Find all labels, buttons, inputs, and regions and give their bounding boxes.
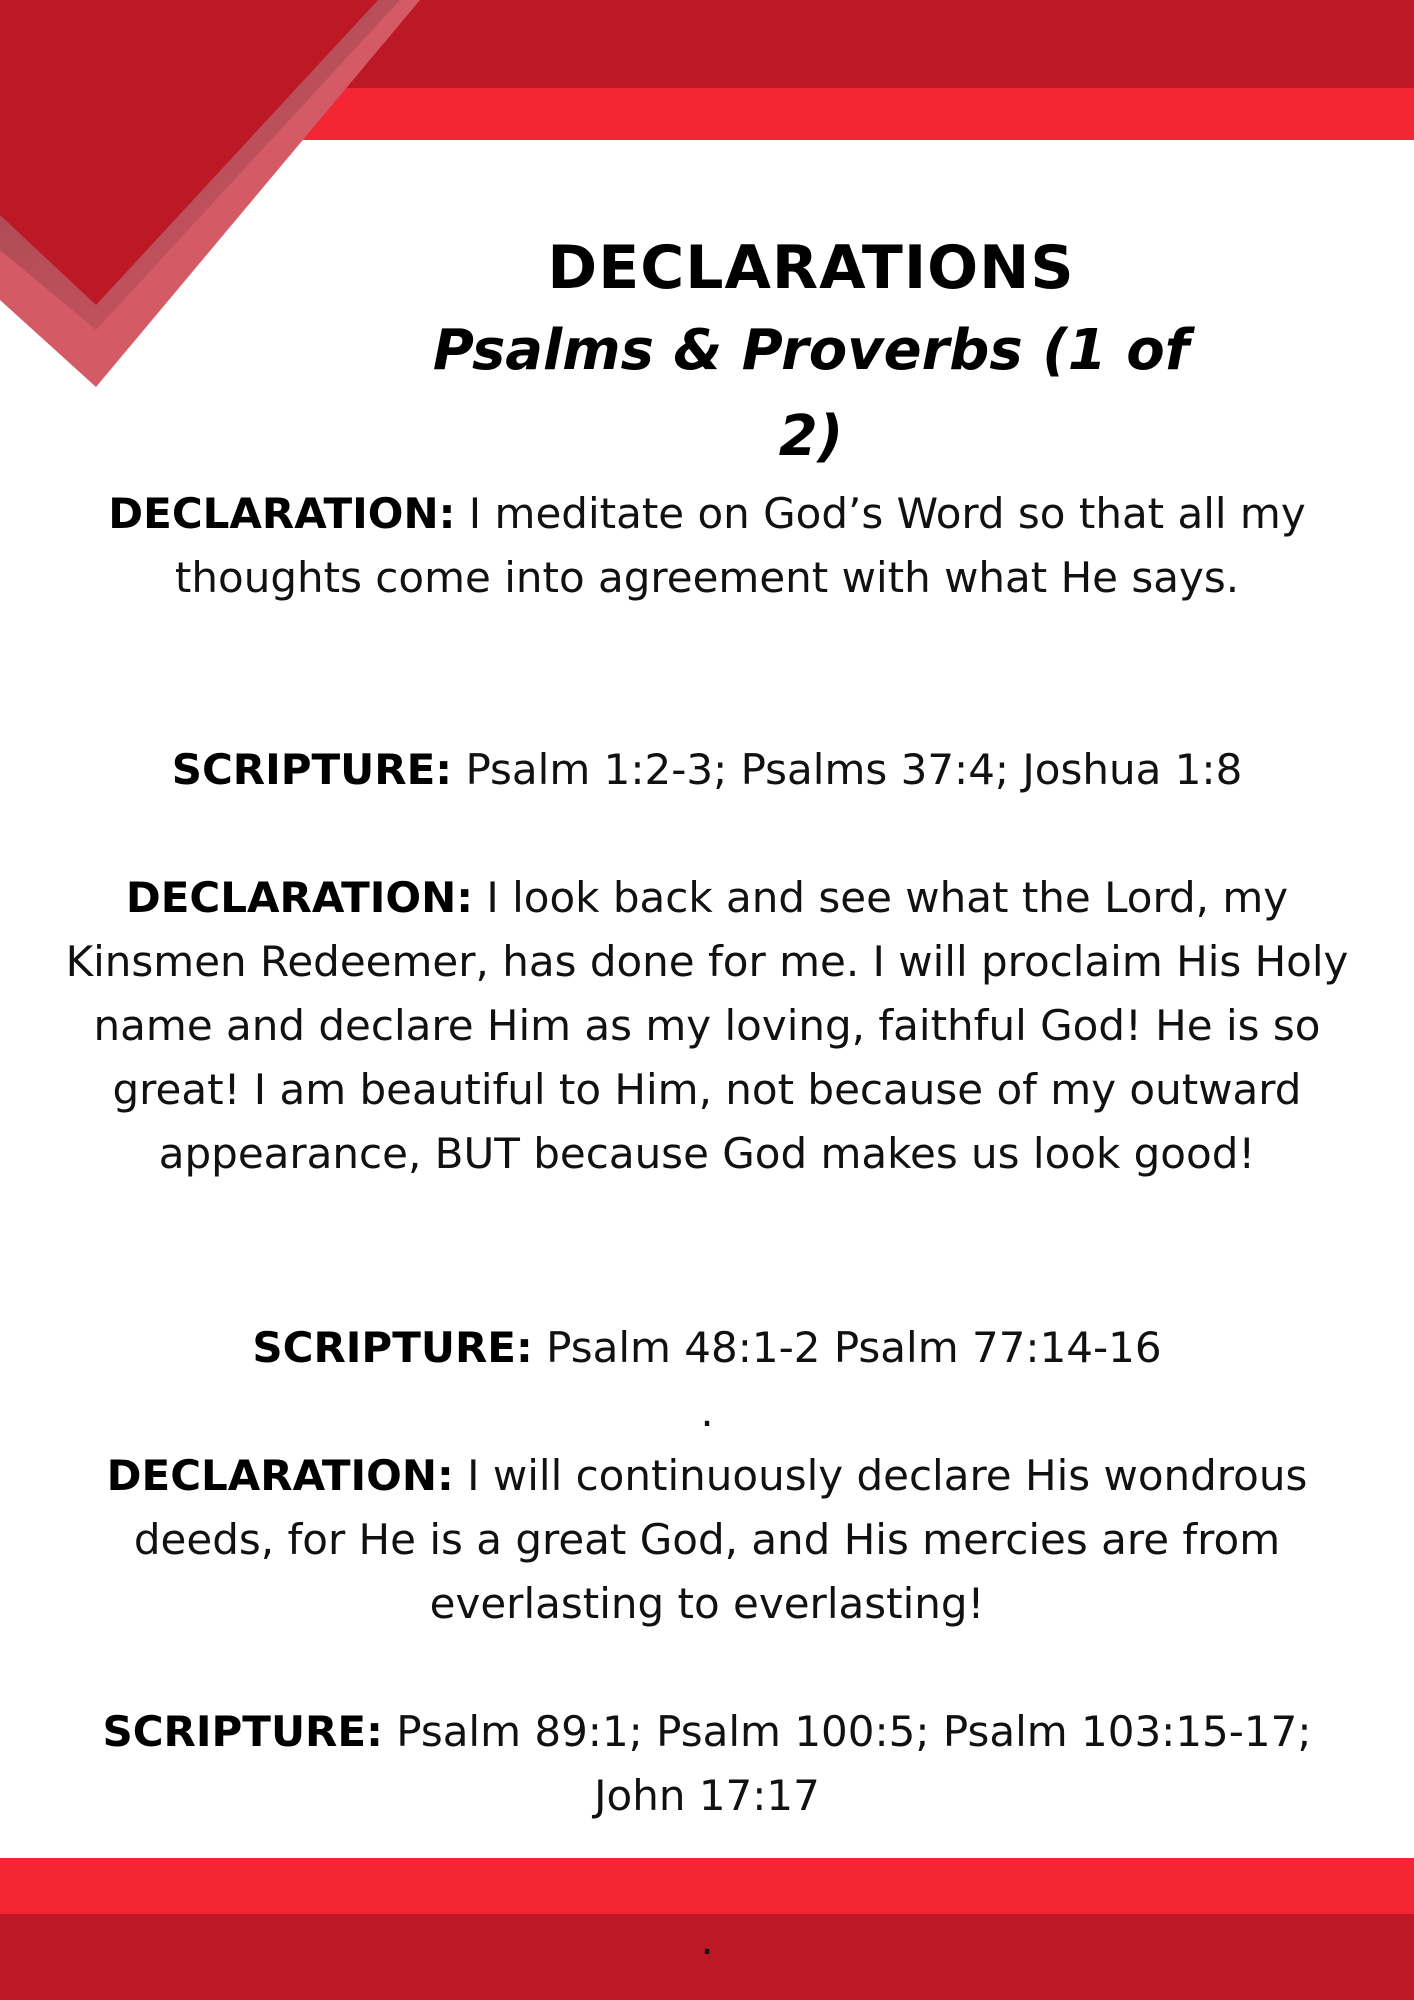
- footer-dot: .: [700, 1915, 714, 1964]
- scripture-paragraph-3: [60, 1700, 1354, 1828]
- scripture-label: SCRIPTURE:: [171, 745, 453, 794]
- bottom-banner-bright: [0, 1858, 1414, 1914]
- declaration-paragraph-2: [60, 866, 1354, 1186]
- declaration-text: I look back and see what the Lord, my Kinsmen Redeemer, has done for me. I will proclaim His Holy name and declare Him as my loving, faithful God! He is so great! I am beautiful to Him, not because of my outward appearance, BUT because God makes us look good!: [65, 873, 1349, 1178]
- declaration-text: I meditate on God’s Word so that all my thoughts come into agreement with what He says.: [174, 489, 1306, 602]
- scripture-paragraph-2: [60, 1316, 1354, 1380]
- declaration-paragraph-1: [60, 482, 1354, 610]
- declaration-label: DECLARATION:: [125, 873, 474, 922]
- declaration-text: I will continuously declare His wondrous deeds, for He is a great God, and His mercies are from everlasting to everlasting!: [133, 1451, 1308, 1628]
- scripture-paragraph-1: [60, 738, 1354, 802]
- scripture-text: Psalm 1:2-3; Psalms 37:4; Joshua 1:8: [452, 745, 1243, 794]
- declaration-label: DECLARATION:: [106, 1451, 454, 1500]
- title-block: [400, 228, 1222, 480]
- scripture-text: Psalm 48:1-2 Psalm 77:14-16: [532, 1323, 1162, 1372]
- page-title: DECLARATIONS: [547, 233, 1075, 303]
- page-subtitle: Psalms & Proverbs (1 of 2): [432, 318, 1190, 469]
- declaration-label: DECLARATION:: [108, 489, 456, 538]
- corner-chevron-graphic: [0, 0, 420, 400]
- scripture-label: SCRIPTURE:: [252, 1323, 533, 1372]
- separator-dot: .: [700, 1387, 714, 1436]
- declaration-paragraph-3: [60, 1444, 1354, 1636]
- scripture-label: SCRIPTURE:: [102, 1707, 383, 1756]
- scripture-text: Psalm 89:1; Psalm 100:5; Psalm 103:15-17; John 17:17: [382, 1707, 1312, 1820]
